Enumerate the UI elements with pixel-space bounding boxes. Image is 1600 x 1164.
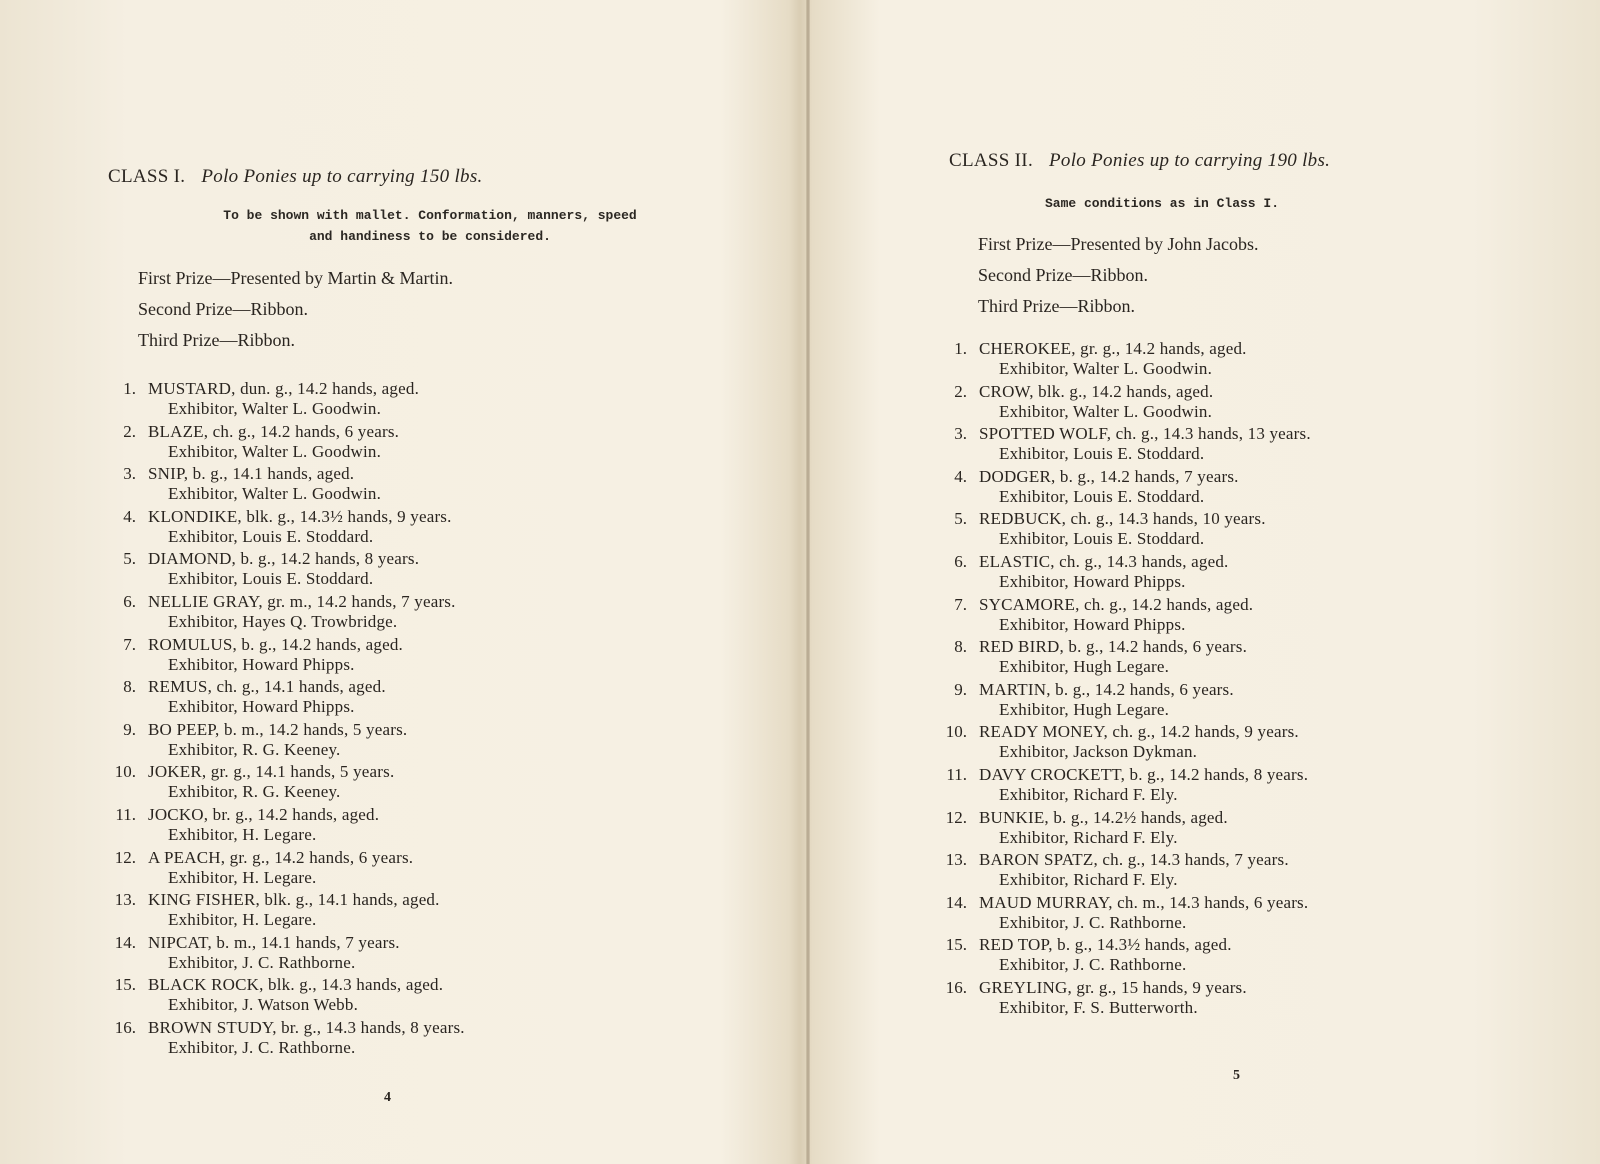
entry-exhibitor: Exhibitor, J. C. Rathborne. xyxy=(168,1037,356,1057)
class-heading xyxy=(949,150,1330,172)
entry-description: SYCAMORE, ch. g., 14.2 hands, aged. xyxy=(979,594,1254,614)
entry-exhibitor: Exhibitor, Louis E. Stoddard. xyxy=(168,526,374,546)
entry-description: MARTIN, b. g., 14.2 hands, 6 years. xyxy=(979,679,1234,699)
third-prize: Third Prize—Ribbon. xyxy=(978,296,1135,316)
entry-exhibitor: Exhibitor, Howard Phipps. xyxy=(168,654,355,674)
entry-number: 12. xyxy=(114,847,136,867)
class-label: CLASS II. xyxy=(949,150,1033,171)
entry-description: CROW, blk. g., 14.2 hands, aged. xyxy=(979,381,1214,401)
entry-description: SNIP, b. g., 14.1 hands, aged. xyxy=(148,464,355,484)
page-number: 4 xyxy=(384,1090,391,1105)
entry-exhibitor: Exhibitor, Louis E. Stoddard. xyxy=(999,444,1205,464)
entry-description: BROWN STUDY, br. g., 14.3 hands, 8 years. xyxy=(148,1017,465,1037)
entry-number: 8. xyxy=(954,637,967,657)
conditions-line: and handiness to be considered. xyxy=(309,229,551,244)
class-title: Polo Ponies up to carrying 150 lbs. xyxy=(201,166,483,187)
entry-number: 12. xyxy=(945,807,967,827)
book-gutter xyxy=(806,0,810,1164)
entry-exhibitor: Exhibitor, Walter L. Goodwin. xyxy=(999,359,1213,378)
entry-number: 1. xyxy=(123,379,136,398)
entry-description: KING FISHER, blk. g., 14.1 hands, aged. xyxy=(148,890,440,910)
prize-list xyxy=(978,229,1258,322)
entry-description: MUSTARD, dun. g., 14.2 hands, aged. xyxy=(148,379,420,398)
entry-description: ROMULUS, b. g., 14.2 hands, aged. xyxy=(148,634,403,654)
entry-description: DIAMOND, b. g., 14.2 hands, 8 years. xyxy=(148,549,420,569)
entry-number: 14. xyxy=(945,892,967,912)
entry-exhibitor: Exhibitor, J. C. Rathborne. xyxy=(168,952,356,972)
entry-exhibitor: Exhibitor, Howard Phipps. xyxy=(168,697,355,717)
entry-description: RED TOP, b. g., 14.3½ hands, aged. xyxy=(979,935,1232,955)
entry-number: 4. xyxy=(123,506,136,526)
entry-description: KLONDIKE, blk. g., 14.3½ hands, 9 years. xyxy=(148,506,452,526)
entry-exhibitor: Exhibitor, H. Legare. xyxy=(168,910,317,930)
entry-exhibitor: Exhibitor, Walter L. Goodwin. xyxy=(999,401,1213,421)
entry-number: 10. xyxy=(114,762,136,782)
entry-exhibitor: Exhibitor, H. Legare. xyxy=(168,867,317,887)
entry-description: BLACK ROCK, blk. g., 14.3 hands, aged. xyxy=(148,975,444,995)
entry-description: BO PEEP, b. m., 14.2 hands, 5 years. xyxy=(148,719,408,739)
conditions-line: Same conditions as in Class I. xyxy=(1044,196,1280,211)
entry-number: 11. xyxy=(115,804,136,824)
entry-exhibitor: Exhibitor, Howard Phipps. xyxy=(999,571,1186,591)
entry-description: BARON SPATZ, ch. g., 14.3 hands, 7 years. xyxy=(979,850,1289,870)
entry-exhibitor: Exhibitor, Hugh Legare. xyxy=(999,657,1170,677)
conditions-line: To be shown with mallet. Conformation, manners, speed xyxy=(223,208,637,223)
first-prize: First Prize—Presented by Martin & Martin. xyxy=(138,268,453,288)
entry-exhibitor: Exhibitor, Howard Phipps. xyxy=(999,614,1186,634)
entry-number: 9. xyxy=(123,719,136,739)
entry-number: 2. xyxy=(954,381,967,401)
entry-description: BUNKIE, b. g., 14.2½ hands, aged. xyxy=(979,807,1228,827)
entry-description: SPOTTED WOLF, ch. g., 14.3 hands, 13 years. xyxy=(979,424,1311,444)
entry-description: REDBUCK, ch. g., 14.3 hands, 10 years. xyxy=(979,509,1266,529)
entry-number: 7. xyxy=(954,594,967,614)
entry-number: 6. xyxy=(123,591,136,611)
entry-number: 14. xyxy=(114,932,136,952)
entry-number: 15. xyxy=(945,935,967,955)
entry-exhibitor: Exhibitor, H. Legare. xyxy=(168,824,317,844)
entry-description: NELLIE GRAY, gr. m., 14.2 hands, 7 years. xyxy=(148,591,456,611)
entry-exhibitor: Exhibitor, Walter L. Goodwin. xyxy=(168,441,382,461)
entry-exhibitor: Exhibitor, Jackson Dykman. xyxy=(999,742,1198,762)
entry-description: REMUS, ch. g., 14.1 hands, aged. xyxy=(148,677,386,697)
entry-exhibitor: Exhibitor, J. Watson Webb. xyxy=(168,995,359,1015)
entry-exhibitor: Exhibitor, Louis E. Stoddard. xyxy=(999,529,1205,549)
entry-number: 13. xyxy=(114,890,136,910)
entry-number: 16. xyxy=(945,977,967,997)
entry-exhibitor: Exhibitor, Walter L. Goodwin. xyxy=(168,484,382,504)
entry-number: 8. xyxy=(123,677,136,697)
entry-exhibitor: Exhibitor, Richard F. Ely. xyxy=(999,784,1178,804)
entry-number: 5. xyxy=(954,509,967,529)
entry-number: 15. xyxy=(114,975,136,995)
entry-number: 13. xyxy=(945,850,967,870)
entry-description: CHEROKEE, gr. g., 14.2 hands, aged. xyxy=(979,339,1247,358)
third-prize: Third Prize—Ribbon. xyxy=(138,330,295,350)
entry-description: READY MONEY, ch. g., 14.2 hands, 9 years. xyxy=(979,722,1299,742)
entry-number: 9. xyxy=(954,679,967,699)
entry-exhibitor: Exhibitor, F. S. Butterworth. xyxy=(999,997,1198,1017)
class-conditions xyxy=(190,205,670,247)
entry-exhibitor: Exhibitor, Hugh Legare. xyxy=(999,699,1170,719)
class-title: Polo Ponies up to carrying 190 lbs. xyxy=(1049,150,1331,171)
right-page xyxy=(812,0,1600,1164)
class-heading xyxy=(108,166,483,188)
entry-number: 1. xyxy=(954,339,967,358)
entry-description: DAVY CROCKETT, b. g., 14.2 hands, 8 years. xyxy=(979,764,1309,784)
entry-description: A PEACH, gr. g., 14.2 hands, 6 years. xyxy=(148,847,414,867)
class-conditions xyxy=(1012,193,1312,214)
entry-description: BLAZE, ch. g., 14.2 hands, 6 years. xyxy=(148,421,400,441)
first-prize: First Prize—Presented by John Jacobs. xyxy=(978,234,1259,254)
entry-description: NIPCAT, b. m., 14.1 hands, 7 years. xyxy=(148,932,400,952)
page-number: 5 xyxy=(1233,1068,1240,1083)
entry-description: ELASTIC, ch. g., 14.3 hands, aged. xyxy=(979,551,1229,571)
entry-description: DODGER, b. g., 14.2 hands, 7 years. xyxy=(979,466,1239,486)
entry-description: MAUD MURRAY, ch. m., 14.3 hands, 6 years. xyxy=(979,892,1309,912)
entry-exhibitor: Exhibitor, Hayes Q. Trowbridge. xyxy=(168,611,398,631)
entry-description: GREYLING, gr. g., 15 hands, 9 years. xyxy=(979,977,1247,997)
entry-description: JOCKO, br. g., 14.2 hands, aged. xyxy=(148,804,380,824)
prize-list xyxy=(138,263,453,356)
entry-number: 2. xyxy=(123,421,136,441)
entry-description: JOKER, gr. g., 14.1 hands, 5 years. xyxy=(148,762,395,782)
entry-number: 11. xyxy=(946,764,967,784)
entry-description: RED BIRD, b. g., 14.2 hands, 6 years. xyxy=(979,637,1248,657)
entry-number: 6. xyxy=(954,551,967,571)
entry-number: 5. xyxy=(123,549,136,569)
entry-number: 3. xyxy=(954,424,967,444)
entry-exhibitor: Exhibitor, Richard F. Ely. xyxy=(999,827,1178,847)
entry-exhibitor: Exhibitor, J. C. Rathborne. xyxy=(999,955,1187,975)
entry-exhibitor: Exhibitor, Walter L. Goodwin. xyxy=(168,399,382,418)
entry-number: 7. xyxy=(123,634,136,654)
entry-exhibitor: Exhibitor, R. G. Keeney. xyxy=(168,782,341,802)
entry-number: 4. xyxy=(954,466,967,486)
entry-exhibitor: Exhibitor, R. G. Keeney. xyxy=(168,739,341,759)
entry-number: 3. xyxy=(123,464,136,484)
entry-exhibitor: Exhibitor, Louis E. Stoddard. xyxy=(999,486,1205,506)
entry-exhibitor: Exhibitor, Louis E. Stoddard. xyxy=(168,569,374,589)
entry-exhibitor: Exhibitor, J. C. Rathborne. xyxy=(999,912,1187,932)
class-label: CLASS I. xyxy=(108,166,186,187)
entry-number: 10. xyxy=(945,722,967,742)
entry-exhibitor: Exhibitor, Richard F. Ely. xyxy=(999,870,1178,890)
entry-number: 16. xyxy=(114,1017,136,1037)
second-prize: Second Prize—Ribbon. xyxy=(978,265,1148,285)
second-prize: Second Prize—Ribbon. xyxy=(138,299,308,319)
